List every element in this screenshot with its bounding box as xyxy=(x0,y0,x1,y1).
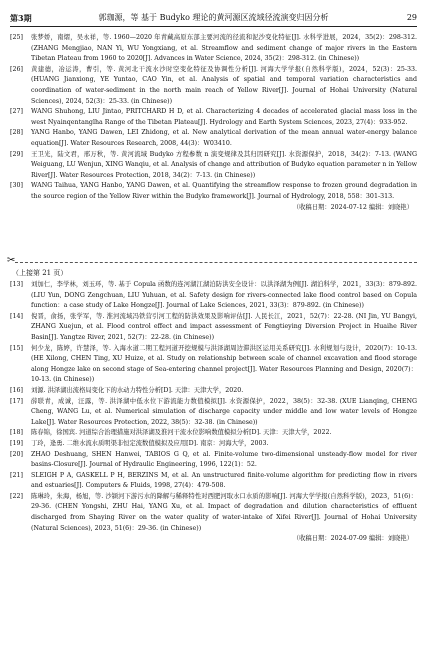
reference-text: 张梦娇，南熠，吴永祥，等. 1960—2020 年青藏高原东部主要河流的径流和泥沙变化特征[J]. 水科学进展，2024，35(2)：298-312. (ZHANG Mengjiao, NAN Yi, WU Yongxiang, et al. Streamflow and sediment change of major rivers in the Eastern Tibetan Plateau from 1960 to 2020[J]. Advances in Water Science, 2024, 35(2)：298-312. (in Chinese)) xyxy=(31,34,417,63)
received-date-note: （收稿日期：2024-07-09 编辑：刘晓艳） xyxy=(292,535,413,543)
reference-number: [14] xyxy=(10,312,23,320)
reference-number: [22] xyxy=(10,492,23,500)
reference-item xyxy=(10,107,417,128)
reference-number: [13] xyxy=(10,281,23,288)
reference-item xyxy=(10,439,417,450)
reference-number: [19] xyxy=(10,439,23,447)
reference-text: 王卫光，陆文君，邢万秋，等. 黄河流域 Budyko 方程参数 n 演变规律及其归因研究[J]. 水资源保护，2018，34(2)：7-13. (WANG Weiguang, LU Wenjun, XING Wanqiu, et al. Analysis of change and attribution of Budyko equation parameter n in Yellow River[J]. Water Resources Protection, 2018, 34(2)：7-13. (in Chinese)) xyxy=(31,150,417,179)
reference-number: [18] xyxy=(10,429,23,437)
reference-number: [28] xyxy=(10,129,23,137)
reference-text: 薛联青，成诚，汪露，等. 洪泽湖中低水位下游流能力数值模拟[J]. 水资源保护，2022，38(5)：32-38. (XUE Lianqing, CHENG Cheng, WANG Lu, et al. Numerical simulation of discharge capacity under middle and low water levels of Hongze Lake[J]. Water Resources Protection, 2022, 38(5)：32-38. (in Chinese)) xyxy=(31,397,417,426)
reference-number: [15] xyxy=(10,344,23,352)
reference-list-bottom xyxy=(10,280,417,545)
running-title: 郭珈源，等 基于 Budyko 理论的黄河源区流域径流演变归因分析 xyxy=(98,13,329,22)
reference-item xyxy=(10,280,417,312)
reference-text: 陈春锦，徐国宾. 河道综合治理措施对洪泽湖及淮河干流水位影响数值模拟分析[D]. 天津：天津大学，2022. xyxy=(31,429,332,437)
reference-text: 陈琳玲，朱海，杨旭，等. 沙颍河下游污水的降解与稀释特性对西肥河取水口水质的影响[J]. 河海大学学报(自然科学版)，2023，51(6)：29-36. (CHEN Yongshi, ZHU Hai, YANG Xu, et al. Impact of degradation and dilution characteristics of effluent discharged from Shaying River on the water quality of water-intake of Xifei River[J]. Journal of Hohai University (Natural Sciences), 2023, 51(6)：29-36. (in Chinese)) xyxy=(31,492,417,532)
reference-text: SLEIGH P A, GASKELL P H, BERZINS M, et al. An unstructured finite-volume algorithm for predicting flow in rivers and estuaries[J]. Computers & Fluids, 1998, 27(4)：479-508. xyxy=(31,471,417,490)
reference-number: [21] xyxy=(10,471,23,479)
reference-item xyxy=(10,397,417,429)
reference-number: [20] xyxy=(10,450,23,458)
reference-text: 倪晋，俞扬，张学军，等. 淮河流域冯铁营引河工程的防洪效果及影响评估[J]. 人民长江，2021，52(7)：22-28. (NI Jin, YU Bangyi, ZHANG Xuejun, et al. Flood control effect and impact assessment of Fengtieying Diversion Project in Huaihe River Basin[J]. Yangtze River, 2021, 52(7)：22-28. (in Chinese)) xyxy=(31,312,417,341)
reference-item xyxy=(10,450,417,471)
reference-text: 何少龙，陈婷，许慧泽，等. 入海水道二期工程河道开挖规模与洪泽湖周边滞洪区运用关系研究[J]. 水利规划与设计，2020(7)：10-13. (HE Xilong, CHEN Ting, XU Huize, et al. Study on relationship between scale of channel excavation and flood storage along Hongze lake on second stage of Sea-entering channel project[J]. Water Resources Planning and Design, 2020(7)：10-13. (in Chinese)) xyxy=(31,344,417,384)
reference-list-top xyxy=(10,33,417,213)
reference-item xyxy=(10,492,417,534)
reference-item xyxy=(10,344,417,386)
reference-text: WANG Shuhong, LIU Jintao, PRITCHARD H D, et al. Characterizing 4 decades of accelerated glacial mass loss in the west Nyainqentanglha Range of the Tibetan Plateau[J]. Hydrology and Earth System Sciences, 2023, 27(4)：933-952. xyxy=(31,108,417,126)
reference-text: 丁玲，逄勇. 二维水流水质明渠非恒定流数值模拟及应用[D]. 南京：河海大学，2003. xyxy=(31,439,269,447)
continued-from-label: （上接第 21 页） xyxy=(12,269,68,277)
reference-text: ZHAO Deshuang, SHEN Hanwei, TABIOS G Q, et al. Finite-volume two-dimensional unsteady-flow model for river basins-Closure[J]. Journal of Hydraulic Engineering, 1996, 122(1)：52. xyxy=(31,450,417,469)
reference-text: YANG Hanbo, YANG Dawen, LEI Zhidong, et al. New analytical derivation of the mean annual water-energy balance equation[J]. Water Resources Research, 2008, 44(3)：W03410. xyxy=(31,129,417,147)
reference-number: [17] xyxy=(10,397,23,405)
reference-text: WANG Taihua, YANG Hanbo, YANG Dawen, et al. Quantifying the streamflow response to frozen ground degradation in the source region of the Yellow River within the Budyko framework[J]. Journal of Hydrology, 2018, 558：301-313. xyxy=(31,182,417,200)
reference-number: [27] xyxy=(10,108,23,116)
reference-item xyxy=(10,428,417,439)
reference-item xyxy=(10,128,417,149)
reference-item xyxy=(10,386,417,397)
reference-number: [26] xyxy=(10,65,23,73)
reference-item xyxy=(10,150,417,182)
reference-item xyxy=(10,181,417,202)
reference-text: 黄建德，冶运涛，曹引，等. 黄河北干流水沙时空变化特征及协调性分析[J]. 河海大学学报(自然科学版)，2024，52(3)：25-33. (HUANG Jianxiong, YE Yuntao, CAO Yin, et al. Analysis of spatial and temporal variation characteristics and coordination of water-sediment in the north main reach of Yellow River[J]. Journal of Hohai University (Natural Sciences), 2024, 52(3)：25-33. (in Chinese)) xyxy=(31,65,417,105)
reference-number: [29] xyxy=(10,150,23,158)
reference-item xyxy=(10,471,417,492)
page-number: 29 xyxy=(406,13,417,22)
running-header xyxy=(10,10,417,27)
reference-number: [25] xyxy=(10,34,23,41)
section-divider xyxy=(7,255,417,266)
reference-item xyxy=(10,312,417,344)
reference-text: 刘源. 洪泽湖出流格局变化下的水动力特性分析[D]. 天津：天津大学，2020. xyxy=(31,386,244,394)
reference-item xyxy=(10,65,417,107)
received-date-note: （收稿日期：2024-07-12 编辑：刘晓艳） xyxy=(292,203,413,211)
scissors-icon: ✂ xyxy=(7,255,16,266)
reference-number: [16] xyxy=(10,386,23,394)
reference-text: 刘加仁，李学林，刘玉环，等. 基于 Copula 函数的连河湖江湖泊防洪安全设计：以洪泽湖为例[J]. 湖泊科学，2021，33(3)：879-892. (LIU Yun, DONG Zengchuan, LIU Yuhuan, et al. Safety design for rivers-connected lake flood control based on Copula function：a case study of Lake Hongze[J]. Journal of Lake Sciences, 2021, 33(3)：879-892. (in Chinese)) xyxy=(31,281,417,310)
reference-number: [30] xyxy=(10,182,23,190)
issue-number: 第3期 xyxy=(10,13,32,23)
reference-item xyxy=(10,33,417,65)
